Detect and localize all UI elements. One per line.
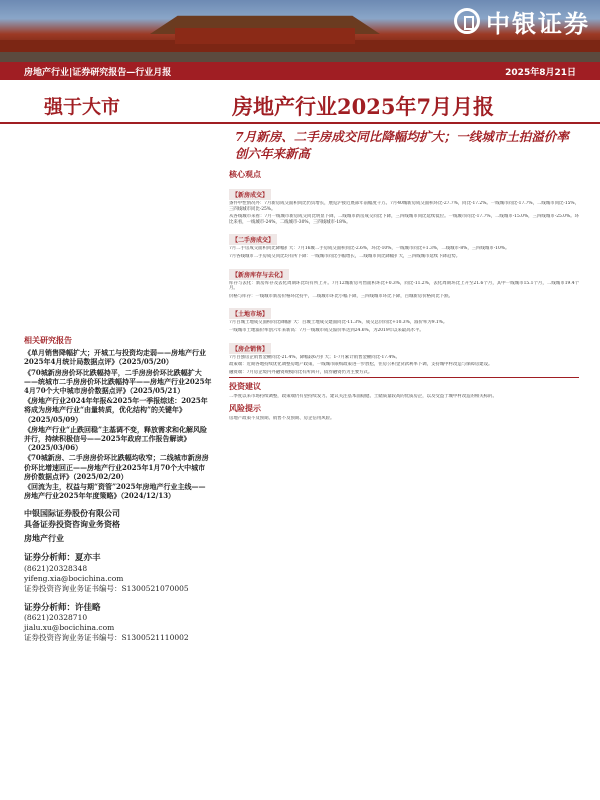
- paragraph: 库存与去化：新房库存及去化周期环比均有所上升。7月12城新房可售面积环比+0.3%，同比-11.2%，去化周期环比上升至21.6个月，其中一线城市15.1个月，二线城市19.4个月。: [229, 280, 579, 292]
- palace-ground: [0, 52, 600, 62]
- company-name: 中银国际证券股份有限公司: [24, 508, 120, 519]
- analyst-2-email[interactable]: jialu.xu@bocichina.com: [24, 622, 115, 632]
- analyst-1-email[interactable]: yifeng.xia@bocichina.com: [24, 573, 124, 583]
- paragraph: 二季度以来市场持续调整，政策端仍有望持续发力。建议关注基本面稳健、土储质量较高的优质房企，以及受益于城中村改造的相关标的。: [229, 394, 497, 400]
- core-views-heading: 核心观点: [229, 170, 261, 179]
- divider: [229, 377, 579, 378]
- report-subtitle: 7月新房、二手房成交同比降幅均扩大；一线城市土拍溢价率创六年来新高: [235, 129, 569, 161]
- left-sidebar: [24, 336, 212, 643]
- risk-heading: 风险提示: [229, 403, 261, 413]
- qualification: 具备证券投资咨询业务资格: [24, 519, 120, 530]
- related-report-link[interactable]: 《房地产行业2024年年报&2025年一季报综述：2025年将成为房地产行业“由量转质，优化结构”的关键年》（2025/05/09）: [24, 396, 208, 424]
- paragraph: 7月二手房成交面积同比降幅扩大：7月16城二手房成交面积同比-2.6%，环比-10%，一线城市同比+1.3%，二线城市-8%，三四线城市-10%。: [229, 246, 510, 252]
- section-new-home: 【新房成交】: [229, 189, 271, 200]
- related-report-link[interactable]: 《70城新房、二手房房价环比跌幅均收窄；二线城市新房房价环比增速回正——房地产行业2025年1月70个大中城市房价数据点评》（2025/02/20）: [24, 453, 209, 481]
- paragraph: 价格与库存：一线城市新房价格环比持平，二线城市环比小幅下降，三四线城市环比下降，百城新房价格同比下跌。: [229, 293, 453, 299]
- main-content: [229, 166, 579, 424]
- header-banner: [0, 0, 600, 62]
- analyst-1-name: 证券分析师：夏亦丰: [24, 553, 101, 564]
- related-report-link[interactable]: 《70城新房房价环比跌幅持平，二手房房价环比跌幅扩大——统城市二手房房价环比跌幅持平——房地产行业2025年4月70个大中城市房价数据点评》（2025/05/21）: [24, 367, 212, 396]
- palace-hall: [175, 28, 355, 44]
- section-inventory: 【新房库存与去化】: [229, 269, 289, 280]
- analyst-2-cert: 证券投资咨询业务证书编号：S1300521110002: [24, 632, 189, 642]
- section-resale: 【二手房成交】: [229, 234, 277, 245]
- paragraph: 条件中性情况外：7月新房成交面积同比仍负增长，展览沪接近底部年前幅度千万。7月40城新房成交面积环比-27.7%，同比-17.2%。一线城市同比-17.7%，二线城市同比-15%，三四线城市同比-25%。: [229, 201, 579, 212]
- related-report-link[interactable]: 《回流为主，权益与期“资管”2025年房地产行业主线——房地产行业2025年年度策略》（2024/12/13）: [24, 482, 206, 501]
- analyst-2-phone: (8621)20328710: [24, 612, 88, 622]
- report-title: 房地产行业2025年7月月报: [232, 94, 495, 119]
- boc-logo-icon: [454, 8, 480, 34]
- related-report-link[interactable]: 《房地产行业“止跌回稳”主基调不变，释放需求和化解风险并行，持续积极信号——2025年政府工作报告解读》（2025/03/06）: [24, 424, 208, 453]
- paragraph: 房地产政策不及预期、销售不及预期、房企信用风险。: [229, 415, 335, 421]
- title-divider: [0, 122, 600, 124]
- paragraph: 政策端：近期各地持续优化调整房地产政策，一线城市限购政策进一步放松，住房公积金贷款利率下调，支持城中村改造与保障房建设。: [229, 362, 493, 368]
- paragraph: 从各线城市来看：7月一线城市新房成交同比明显下降，二线城市新房成交同比下降，三四线城市同比延续低位。一线城市同比-17.7%，二线城市-15.0%，三四线城市-25.0%。环比来看，一线城市-24%，二线城市-30%，三四线城市-18%。: [229, 214, 579, 225]
- paragraph: 7月各线城市二手房成交同比均有所下降：一线城市同比小幅增长，二线城市同比降幅扩大，三四线城市延续下降趋势。: [229, 253, 461, 259]
- analyst-2-name: 证券分析师：许佳略: [24, 602, 101, 613]
- related-report-link[interactable]: 《单月销售降幅扩大；开城工与投资均走弱——房地产行业2025年4月统计局数据点评》（2025/05/20）: [24, 348, 206, 367]
- paragraph: 7月百城土地成交面积同比降幅扩大：百城土地成交建面同比-11.3%，成交总价同比+10.3%，溢价率为9.1%。: [229, 320, 448, 326]
- industry-rating: 强于大市: [44, 96, 121, 118]
- analyst-1-cert: 证券投资咨询业务证书编号：S1300521070005: [24, 583, 189, 593]
- category-bar: [0, 62, 600, 80]
- brand-logo: [454, 6, 590, 36]
- report-date: 2025年8月21日: [505, 67, 576, 78]
- investment-heading: 投资建议: [229, 382, 261, 392]
- brand-name: 中银证券: [486, 9, 590, 38]
- paragraph: 融资端：7月房企境内外融资规模同比有所回升，债券融资仍为主要方式。: [229, 369, 373, 375]
- analyst-1-phone: (8621)20328348: [24, 563, 88, 573]
- section-land: 【土地市场】: [229, 308, 271, 319]
- related-reports-heading: 相关研究报告: [24, 336, 72, 345]
- paragraph: 一线城市土地溢价率创六年来新高：7月一线城市成交溢价率达到24.6%，为2019年以来最高水平。: [229, 327, 424, 333]
- paragraph: 7月百强房企销售金额同比-21.4%，降幅较6月扩大；1-7月累计销售金额同比-17.4%。: [229, 354, 400, 360]
- report-category: 房地产行业|证券研究报告—行业月报: [24, 67, 172, 78]
- section-developers: 【房企销售】: [229, 343, 271, 354]
- industry-label: 房地产行业: [24, 533, 64, 544]
